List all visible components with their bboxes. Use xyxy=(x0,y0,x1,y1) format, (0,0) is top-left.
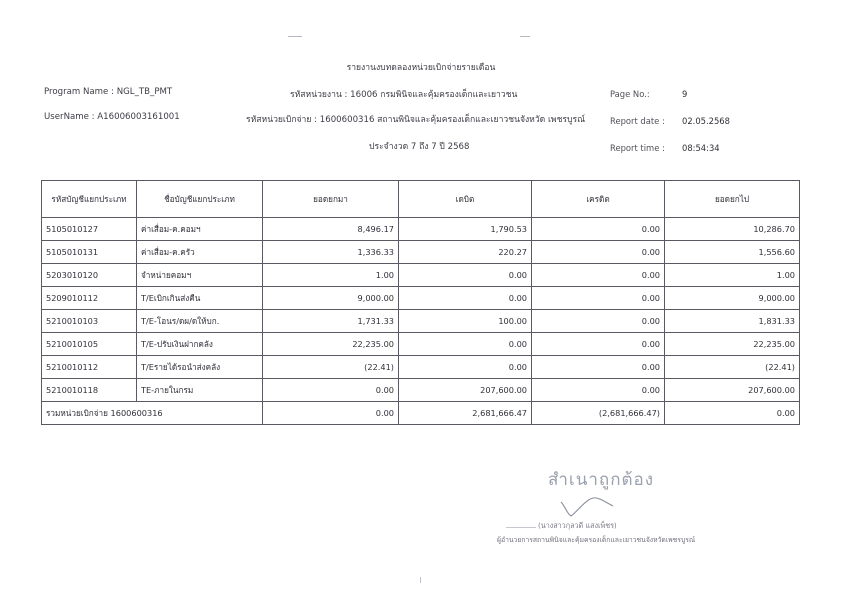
credit: 0.00 xyxy=(532,310,665,333)
col-carried-forward: ยอดยกไป xyxy=(665,181,800,218)
account-name: TE-ภายในกรม xyxy=(137,379,263,402)
scan-mark xyxy=(420,577,421,583)
total-brought-forward: 0.00 xyxy=(263,402,399,425)
credit: 0.00 xyxy=(532,287,665,310)
carried-forward: 207,600.00 xyxy=(665,379,800,402)
table-row xyxy=(42,218,800,241)
report-date-value: 02.05.2568 xyxy=(682,116,730,126)
carried-forward: 9,000.00 xyxy=(665,287,800,310)
total-label: รวมหน่วยเบิกจ่าย 1600600316 xyxy=(42,402,263,425)
credit: 0.00 xyxy=(532,218,665,241)
report-time-label: Report time : xyxy=(610,143,665,153)
credit: 0.00 xyxy=(532,356,665,379)
account-code: 5210010105 xyxy=(42,333,137,356)
table-row xyxy=(42,333,800,356)
brought-forward: (22.41) xyxy=(263,356,399,379)
col-brought-forward: ยอดยกมา xyxy=(263,181,399,218)
account-name: T/E-ปรับเงินฝากคลัง xyxy=(137,333,263,356)
account-code: 5105010127 xyxy=(42,218,137,241)
total-row xyxy=(42,402,800,425)
account-code: 5209010112 xyxy=(42,287,137,310)
debit: 220.27 xyxy=(399,241,532,264)
col-account-code: รหัสบัญชีแยกประเภท xyxy=(42,181,137,218)
report-time-value: 08:54:34 xyxy=(682,143,720,153)
carried-forward: 1,556.60 xyxy=(665,241,800,264)
table-row xyxy=(42,310,800,333)
table-header-row xyxy=(42,181,800,218)
debit: 0.00 xyxy=(399,356,532,379)
account-code: 5203010120 xyxy=(42,264,137,287)
disburse-unit-line: รหัสหน่วยเบิกจ่าย : 1600600316 สถานพินิจและคุ้มครองเด็กและเยาวชนจังหวัด เพชรบูรณ์ xyxy=(246,115,586,125)
debit: 100.00 xyxy=(399,310,532,333)
program-name: Program Name : NGL_TB_PMT xyxy=(44,87,173,97)
debit: 0.00 xyxy=(399,264,532,287)
table-row xyxy=(42,287,800,310)
brought-forward: 0.00 xyxy=(263,379,399,402)
carried-forward: (22.41) xyxy=(665,356,800,379)
account-name: T/Eรายได้รอนำส่งคลัง xyxy=(137,356,263,379)
account-name: จำหน่ายคอมฯ xyxy=(137,264,263,287)
credit: 0.00 xyxy=(532,379,665,402)
period-line: ประจำงวด 7 ถึง 7 ปี 2568 xyxy=(369,142,470,152)
table-row xyxy=(42,264,800,287)
account-code: 5105010131 xyxy=(42,241,137,264)
brought-forward: 22,235.00 xyxy=(263,333,399,356)
col-credit: เครดิต xyxy=(532,181,665,218)
account-name: T/E-โอนร/ดผ/ดให้บก. xyxy=(137,310,263,333)
account-name: T/Eเบิกเกินส่งคืน xyxy=(137,287,263,310)
table-row xyxy=(42,379,800,402)
agency-line: รหัสหน่วยงาน : 16006 กรมพินิจและคุ้มครองเด็กและเยาวชน xyxy=(290,90,518,100)
brought-forward: 1,731.33 xyxy=(263,310,399,333)
scan-mark xyxy=(288,36,302,37)
debit: 0.00 xyxy=(399,287,532,310)
brought-forward: 1.00 xyxy=(263,264,399,287)
debit: 1,790.53 xyxy=(399,218,532,241)
trial-balance-table xyxy=(41,180,800,425)
signer-position: ผู้อำนวยการสถานพินิจและคุ้มครองเด็กและเยาวชนจังหวัดเพชรบูรณ์ xyxy=(497,536,696,544)
page-value: 9 xyxy=(682,89,688,99)
credit: 0.00 xyxy=(532,333,665,356)
carried-forward: 22,235.00 xyxy=(665,333,800,356)
credit: 0.00 xyxy=(532,241,665,264)
carried-forward: 1,831.33 xyxy=(665,310,800,333)
certified-copy-stamp: สำเนาถูกต้อง xyxy=(548,470,655,490)
col-account-name: ชื่อบัญชีแยกประเภท xyxy=(137,181,263,218)
account-name: ค่าเสื่อม-ค.คอมฯ xyxy=(137,218,263,241)
table-row xyxy=(42,356,800,379)
page-label: Page No.: xyxy=(610,89,650,99)
brought-forward: 8,496.17 xyxy=(263,218,399,241)
total-credit: (2,681,666.47) xyxy=(532,402,665,425)
credit: 0.00 xyxy=(532,264,665,287)
account-code: 5210010112 xyxy=(42,356,137,379)
account-code: 5210010103 xyxy=(42,310,137,333)
username: UserName : A16006003161001 xyxy=(44,112,180,122)
brought-forward: 9,000.00 xyxy=(263,287,399,310)
debit: 207,600.00 xyxy=(399,379,532,402)
scan-mark xyxy=(520,36,530,37)
account-name: ค่าเสื่อม-ค.ครัว xyxy=(137,241,263,264)
col-debit: เดบิต xyxy=(399,181,532,218)
total-carried-forward: 0.00 xyxy=(665,402,800,425)
carried-forward: 1.00 xyxy=(665,264,800,287)
brought-forward: 1,336.33 xyxy=(263,241,399,264)
carried-forward: 10,286.70 xyxy=(665,218,800,241)
report-title: รายงานงบทดลองหน่วยเบิกจ่ายรายเดือน xyxy=(346,63,496,73)
report-date-label: Report date : xyxy=(610,116,665,126)
account-code: 5210010118 xyxy=(42,379,137,402)
debit: 0.00 xyxy=(399,333,532,356)
table-row xyxy=(42,241,800,264)
signature-icon xyxy=(555,492,625,520)
signature-line xyxy=(506,527,536,528)
total-debit: 2,681,666.47 xyxy=(399,402,532,425)
signer-name: (นางสาวกุลวดี แสงเพ็ชร) xyxy=(538,521,617,530)
